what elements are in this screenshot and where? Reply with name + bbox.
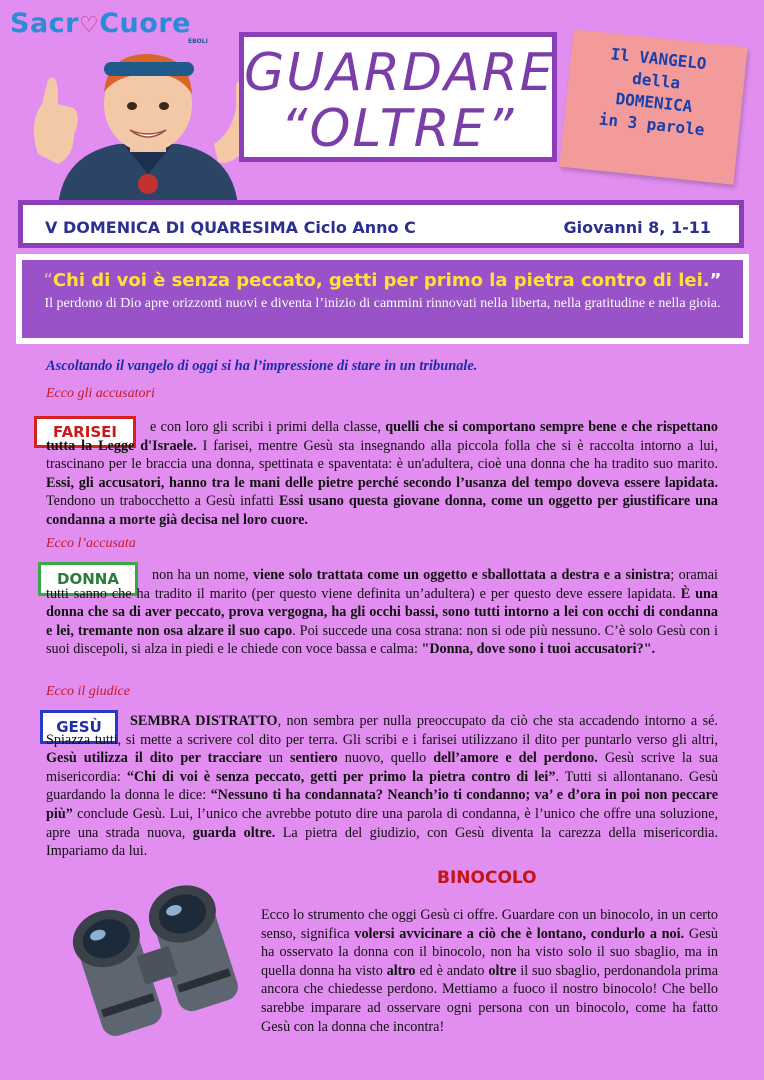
tag-line-3: DOMENICA (614, 89, 694, 117)
title-line-2: “OLTRE” (280, 99, 516, 159)
binoculars-illustration (60, 880, 256, 1050)
logo-subtitle: EBOLI (188, 38, 208, 45)
boy-thumbs-up-illustration (18, 44, 258, 206)
quote-subtitle: Il perdono di Dio apre orizzonti nuovi e diventa l’inizio di cammini rinnovati nella liberta, nella gratitudine e nella gioia. (44, 296, 721, 311)
tag-line-4: in 3 parole (597, 109, 706, 140)
heading-giudice: Ecco il giudice (46, 684, 130, 699)
logo-text-a: Sacr (10, 8, 79, 39)
quote-title: “Chi di voi è senza peccato, getti per primo la pietra contro di lei.” (43, 270, 722, 291)
gospel-tag (559, 29, 747, 185)
sunday-title: V DOMENICA DI QUARESIMA Ciclo Anno C (45, 218, 416, 237)
tag-line-1: Il VANGELO (609, 44, 708, 74)
quote-box (16, 254, 749, 344)
sunday-bar (18, 200, 744, 248)
binocolo-title: BINOCOLO (437, 868, 537, 888)
label-donna: DONNA (38, 562, 138, 596)
intro-line: Ascoltando il vangelo di oggi si ha l’impressione di stare in un tribunale. (46, 358, 478, 374)
label-gesu: GESÙ (40, 710, 118, 744)
logo-text-b: Cuore (99, 8, 191, 39)
heading-accusatori: Ecco gli accusatori (46, 386, 155, 401)
heart-icon: ♡ (79, 13, 100, 38)
label-farisei: FARISEI (34, 416, 136, 448)
title-box (239, 32, 557, 162)
logo (10, 8, 191, 39)
title-line-1: GUARDARE (244, 43, 555, 103)
gospel-reference: Giovanni 8, 1-11 (563, 218, 711, 237)
paragraph-giudice: SEMBRA DISTRATTO, non sembra per nulla preoccupato da ciò che sta accadendo intorno a sé. Spiazza tutti, si mette a scrivere col dito per terra. Gli scribi e i farisei utilizzano il dito per puntarlo verso gli altri, Gesù utilizza il dito per tracciare un sentiero nuovo, quello dell’amore e del perdono. Gesù scrive la sua misericordia: “Chi di voi è senza peccato, getti per primo la pietra contro di lei”. Tutti si allontanano. Gesù guardando la donna le dice: “Nessuno ti ha condannata? Neanch’io ti condanno; va’ e d’ora in poi non peccare più” conclude Gesù. Lui, l’unico che avrebbe potuto dire una parola di condanna, è l’unico che offre una soluzione, apre una strada nuova, guarda oltre. La pietra del giudizio, con Gesù diventa la carezza della misericordia. Impariamo da lui. (46, 713, 719, 860)
tag-line-2: della (631, 68, 682, 93)
paragraph-binocolo: Ecco lo strumento che oggi Gesù ci offre. Guardare con un binocolo, in un certo senso, significa volersi avvicinare a ciò che è lontano, condurlo a noi. Gesù ha osservato la donna con il binocolo, non ha visto solo il suo sbaglio, ma in quella donna ha visto altro ed è andato oltre il suo sbaglio, perdonandola prima ancora che chiedesse perdono. Mettiamo a fuoco il nostro binocolo! Che bello sarebbe imparare ad osservare ogni persona con un binocolo, come ha fatto Gesù con la donna che incontra! (261, 907, 718, 1035)
heading-accusata: Ecco l’accusata (46, 536, 136, 551)
paragraph-accusatori: e con loro gli scribi i primi della classe, quelli che si comportano sempre bene e che rispettano tutta la Legge d'Israele. I farisei, mentre Gesù sta insegnando alla piccola folla che si è raccolta intorno a lui, trascinano per le braccia una donna, spettinata e spaventata: è un'adultera, cioè una donna che ha tradito suo marito. Essi, gli accusatori, hanno tra le mani delle pietre perché secondo l’usanza del tempo doveva essere lapidata. Tendono un trabocchetto a Gesù infatti Essi usano questa giovane donna, come un oggetto per giustificare una condanna a morte già decisa nel loro cuore. (46, 419, 719, 528)
paragraph-accusata: non ha un nome, viene solo trattata come un oggetto e sballottata a destra e a sinistra; oramai tutti sanno che ha tradito il marito (per questo viene definita un’adultera) e per questo deve essere lapidata. È una donna che sa di aver peccato, prova vergogna, ha gli occhi bassi, sono tutti intorno a lei con occhi di condanna e lei, tremante non osa alzare il suo capo. Poi succede una cosa strana: non si ode più nessuno. C’è solo Gesù con i suoi discepoli, si alza in piedi e le chiede con voce bassa e calma: "Donna, dove sono i tuoi accusatori?". (46, 567, 718, 658)
